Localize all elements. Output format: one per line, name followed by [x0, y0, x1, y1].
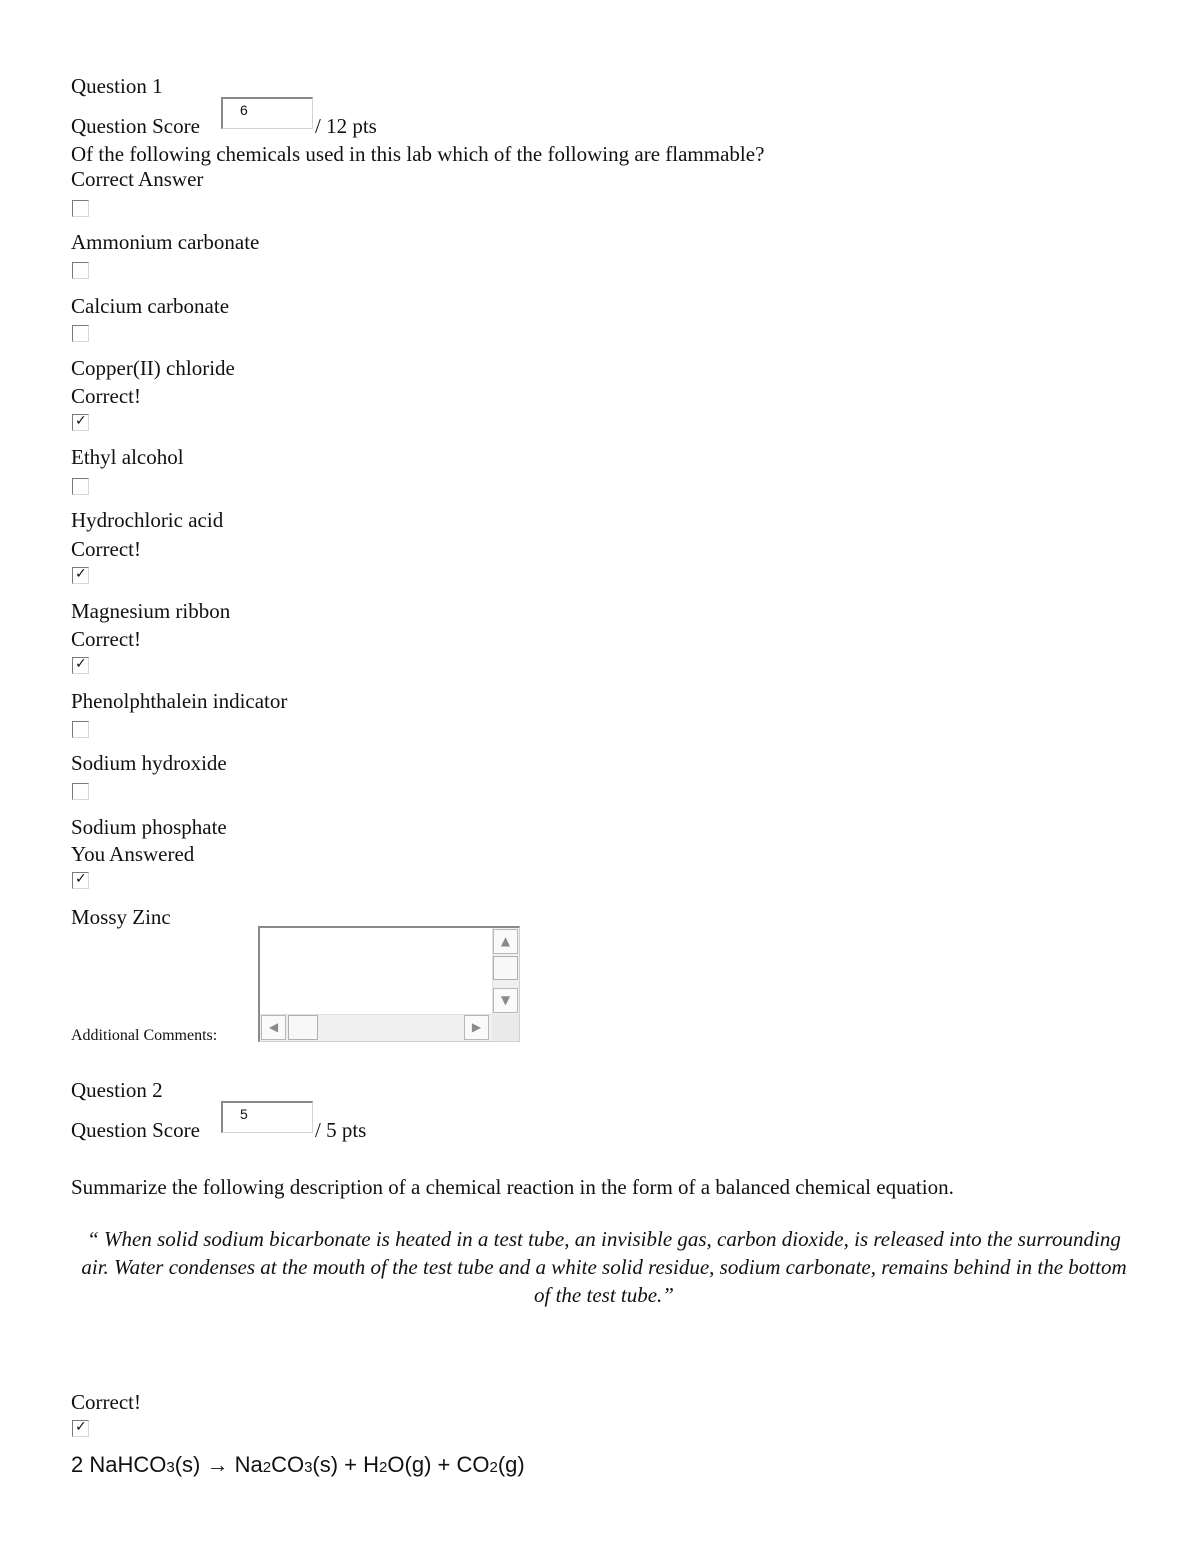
question-2-title: Question 2	[71, 1078, 163, 1102]
question-1-score-input[interactable]	[221, 97, 313, 129]
option-label: Sodium phosphate	[71, 815, 227, 839]
option-tag: Correct!	[71, 384, 141, 408]
option-checkbox[interactable]	[72, 567, 89, 584]
question-1-points: / 12 pts	[315, 114, 377, 138]
comments-label: Additional Comments:	[71, 1027, 218, 1044]
question-2-points: / 5 pts	[315, 1118, 367, 1142]
scroll-left-icon[interactable]: ◀	[261, 1015, 286, 1040]
scroll-down-icon[interactable]: ▼	[493, 988, 518, 1013]
option-tag: You Answered	[71, 842, 195, 866]
question-1-prompt: Of the following chemicals used in this lab which of the following are flammable?	[71, 142, 765, 166]
scroll-right-icon[interactable]: ▶	[464, 1015, 489, 1040]
answer-tag: Correct!	[71, 1390, 141, 1414]
question-1-title: Question 1	[71, 74, 163, 98]
check-icon: ✓	[75, 413, 87, 429]
option-checkbox[interactable]	[72, 657, 89, 674]
check-icon: ✓	[75, 566, 87, 582]
answer-checkbox[interactable]	[72, 1420, 89, 1437]
option-label: Ammonium carbonate	[71, 230, 260, 254]
option-label: Hydrochloric acid	[71, 508, 224, 532]
option-label: Ethyl alcohol	[71, 445, 184, 469]
chemical-equation: 2 NaHCO3(s) → Na2CO3(s) + H2O(g) + CO2(g)	[71, 1452, 525, 1477]
comments-textarea[interactable]	[258, 926, 520, 1042]
option-label: Copper(II) chloride	[71, 356, 235, 380]
option-checkbox[interactable]	[72, 200, 89, 217]
scroll-corner	[492, 1014, 519, 1041]
option-checkbox[interactable]	[72, 325, 89, 342]
option-tag: Correct!	[71, 627, 141, 651]
option-label: Mossy Zinc	[71, 905, 171, 929]
question-2-score-label: Question Score	[71, 1118, 200, 1142]
option-checkbox[interactable]	[72, 478, 89, 495]
horizontal-scroll-thumb[interactable]	[288, 1015, 318, 1040]
horizontal-scrollbar[interactable]	[260, 1014, 492, 1041]
question-2-score-input[interactable]	[221, 1101, 313, 1133]
option-tag: Correct Answer	[71, 167, 204, 191]
option-checkbox[interactable]	[72, 414, 89, 431]
check-icon: ✓	[75, 1419, 87, 1435]
check-icon: ✓	[75, 656, 87, 672]
question-2-score-value: 5	[240, 1106, 248, 1122]
vertical-scrollbar[interactable]	[492, 928, 519, 1015]
vertical-scroll-thumb[interactable]	[493, 956, 518, 980]
option-checkbox[interactable]	[72, 721, 89, 738]
check-icon: ✓	[75, 871, 87, 887]
option-label: Magnesium ribbon	[71, 599, 231, 623]
question-1-score-label: Question Score	[71, 114, 200, 138]
option-checkbox[interactable]	[72, 783, 89, 800]
question-2-prompt: Summarize the following description of a chemical reaction in the form of a balanced chemical equation.	[71, 1175, 954, 1199]
option-tag: Correct!	[71, 537, 141, 561]
question-1-score-value: 6	[240, 102, 248, 118]
option-label: Sodium hydroxide	[71, 751, 227, 775]
option-checkbox[interactable]	[72, 262, 89, 279]
reaction-description-quote: “ When solid sodium bicarbonate is heated in a test tube, an invisible gas, carbon dioxide, is released into the surrounding air. Water condenses at the mouth of the test tube and a white solid residue, sodium carbonate, remains behind in the bottom of the test tube.”	[81, 1227, 1127, 1307]
option-checkbox[interactable]	[72, 872, 89, 889]
scroll-up-icon[interactable]: ▲	[493, 929, 518, 954]
option-label: Calcium carbonate	[71, 294, 230, 318]
option-label: Phenolphthalein indicator	[71, 689, 288, 713]
